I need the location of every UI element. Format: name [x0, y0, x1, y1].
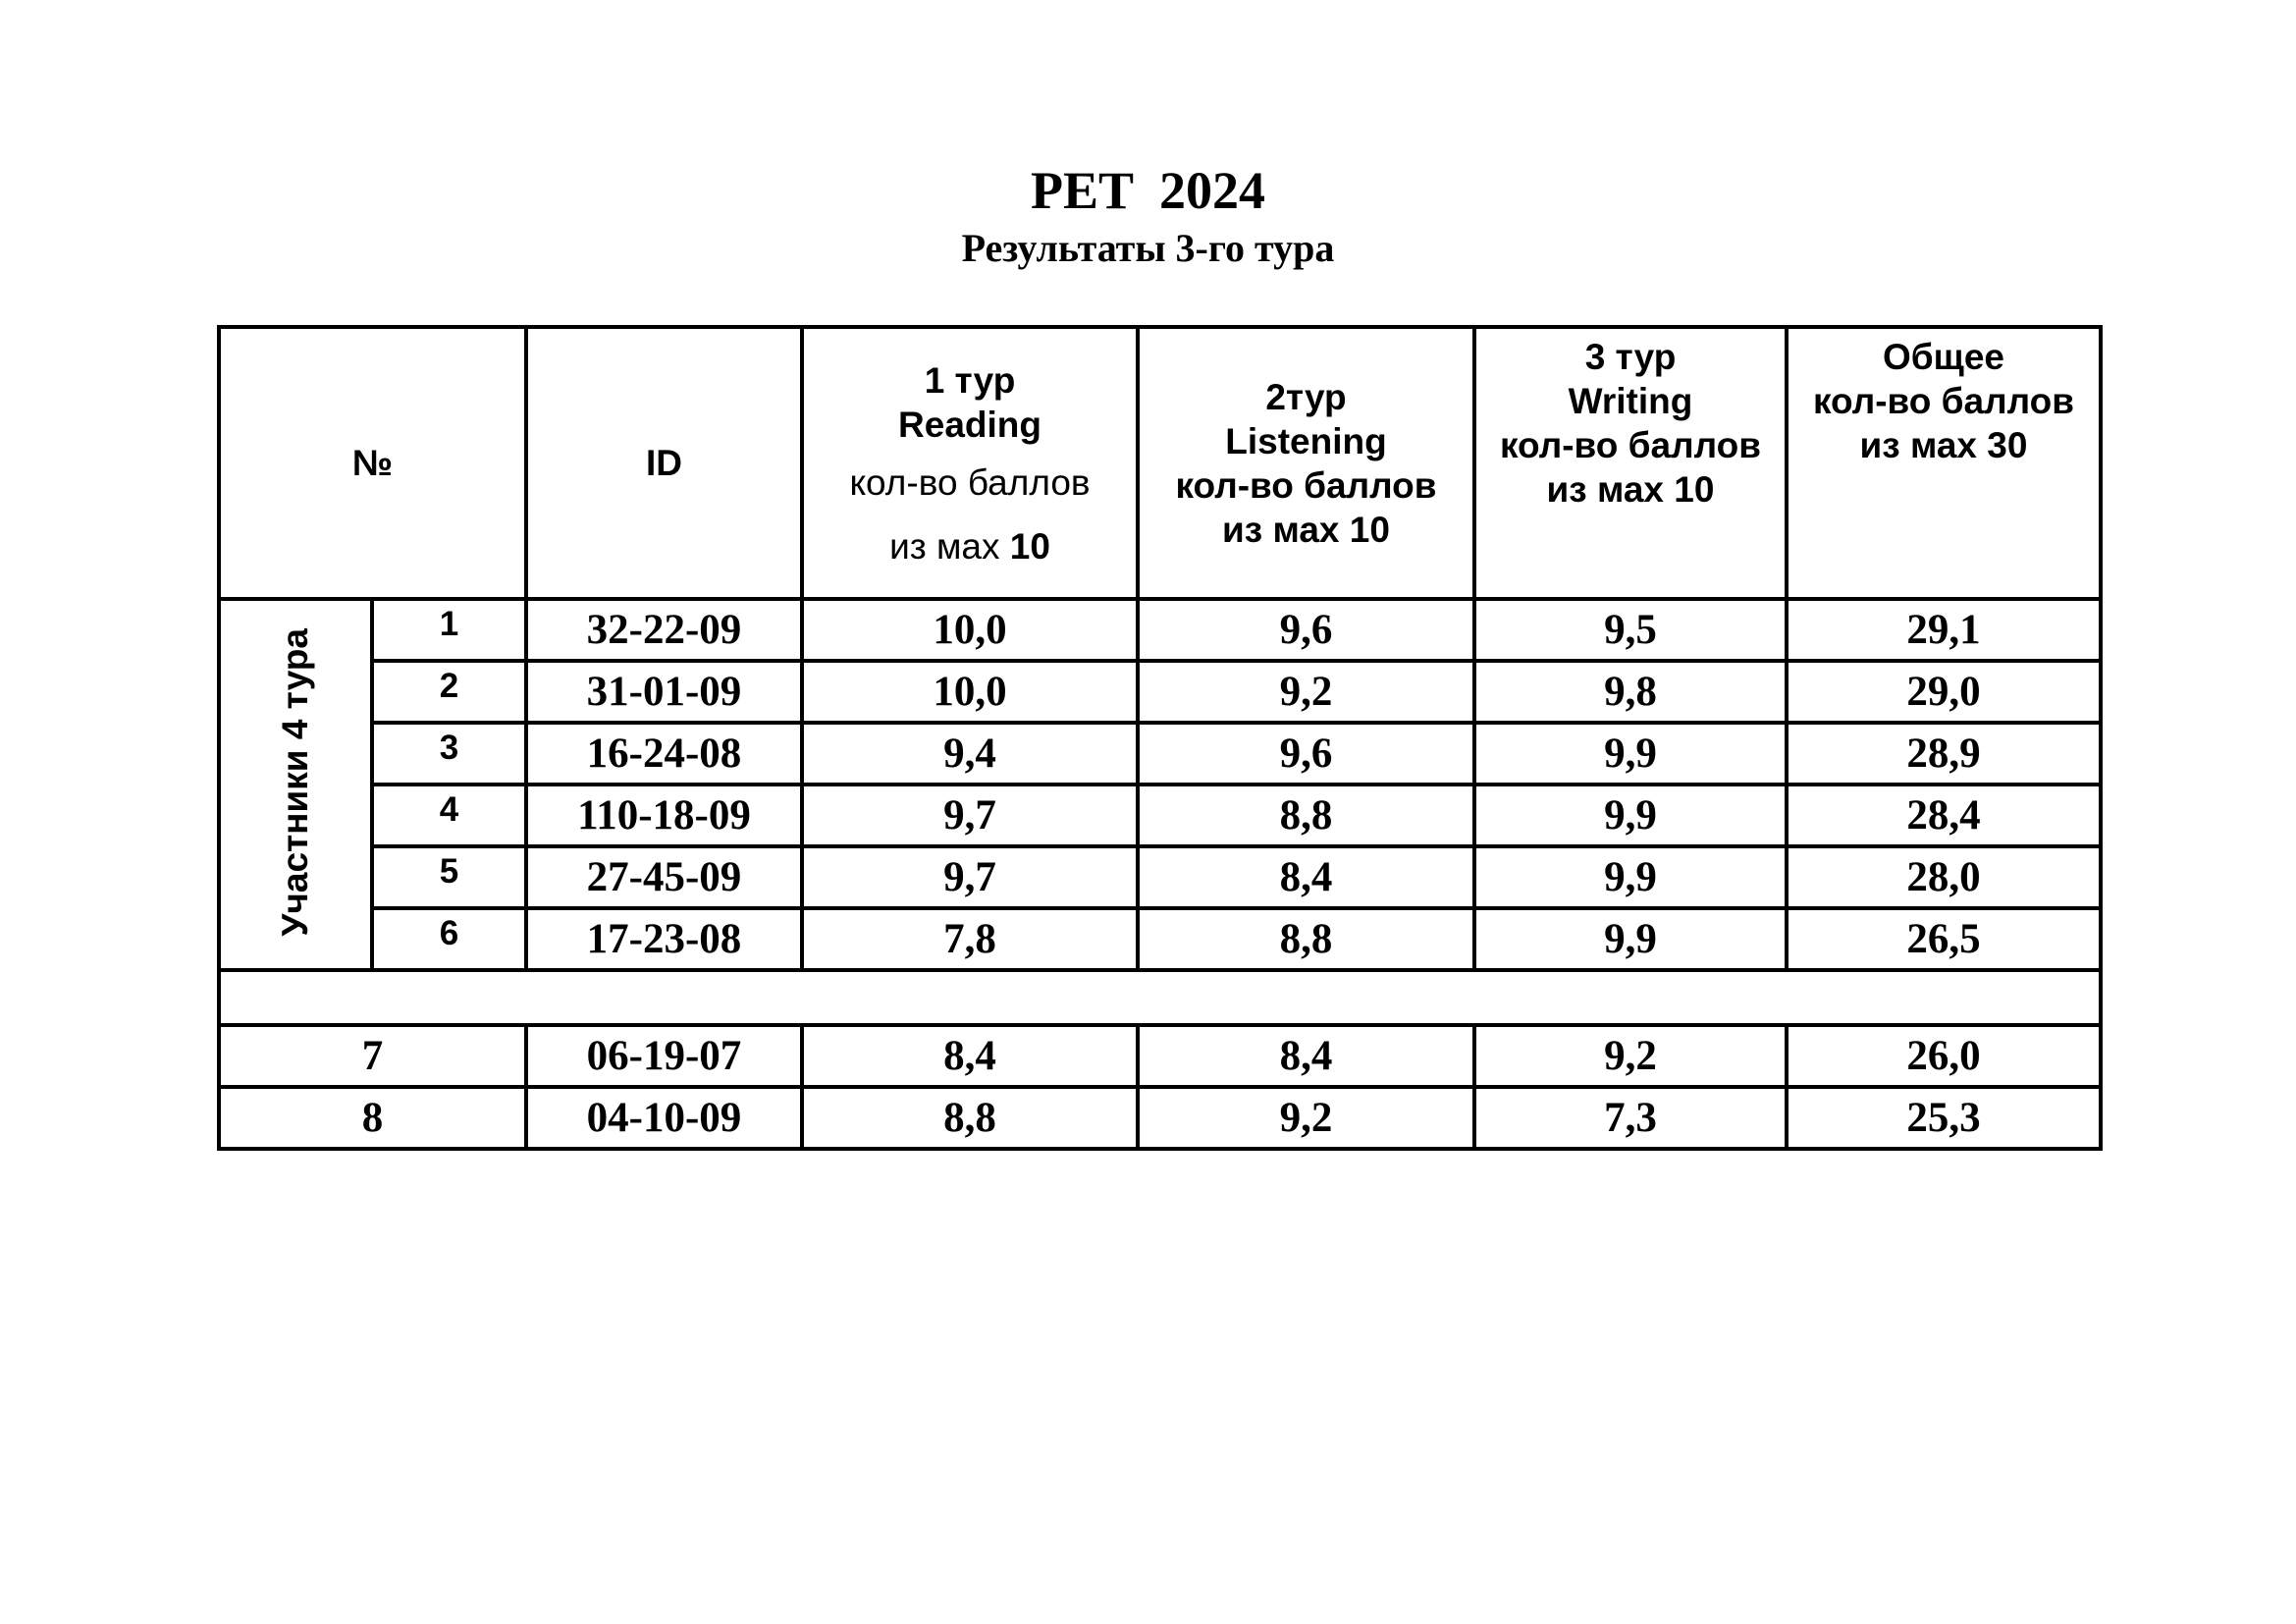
participant-id: 04-10-09 — [526, 1087, 802, 1149]
score-total: 28,0 — [1787, 846, 2101, 908]
score-tour1: 8,8 — [802, 1087, 1138, 1149]
score-total: 25,3 — [1787, 1087, 2101, 1149]
header-tour2-line1: 2тур — [1265, 376, 1347, 417]
score-tour2: 9,6 — [1138, 599, 1474, 661]
participant-id: 16-24-08 — [526, 723, 802, 785]
score-tour2: 8,4 — [1138, 1025, 1474, 1087]
score-tour3: 9,9 — [1474, 723, 1787, 785]
header-num — [219, 327, 526, 599]
header-tour2-line2: Listening — [1225, 420, 1387, 461]
header-total-line1: Общее — [1882, 337, 2004, 377]
row-number: 5 — [372, 846, 526, 908]
participant-id: 27-45-09 — [526, 846, 802, 908]
score-tour1: 10,0 — [802, 599, 1138, 661]
header-total-line3: из мах 30 — [1859, 425, 2028, 465]
row-number: 2 — [372, 661, 526, 723]
header-id — [526, 327, 802, 599]
header-tour3-line1: 3 тур — [1584, 337, 1677, 377]
separator-cell — [219, 970, 2101, 1025]
row-number: 1 — [372, 599, 526, 661]
header-tour3-line4: из мах 10 — [1546, 469, 1715, 510]
participant-id: 06-19-07 — [526, 1025, 802, 1087]
row-number: 3 — [372, 723, 526, 785]
score-total: 29,1 — [1787, 599, 2101, 661]
score-tour3: 9,9 — [1474, 846, 1787, 908]
participant-id: 17-23-08 — [526, 908, 802, 970]
header-tour1-line2: Reading — [898, 404, 1041, 445]
score-tour3: 9,8 — [1474, 661, 1787, 723]
row-number: 8 — [219, 1087, 526, 1149]
document-title: PET 2024 — [1030, 161, 1266, 220]
score-total: 28,4 — [1787, 785, 2101, 846]
table-row — [219, 785, 2101, 846]
header-tour2-line4: из мах 10 — [1222, 509, 1390, 550]
header-tour2 — [1138, 327, 1474, 599]
score-tour2: 8,8 — [1138, 908, 1474, 970]
table-row — [219, 723, 2101, 785]
header-total-line2: кол-во баллов — [1813, 381, 2074, 421]
score-tour1: 9,4 — [802, 723, 1138, 785]
score-total: 29,0 — [1787, 661, 2101, 723]
score-tour1: 9,7 — [802, 846, 1138, 908]
score-tour2: 8,4 — [1138, 846, 1474, 908]
table-row — [219, 908, 2101, 970]
header-tour3 — [1474, 327, 1787, 599]
header-tour1-line3: кол-во баллов — [849, 461, 1091, 503]
header-tour1-line4-prefix: из мах — [889, 525, 1010, 567]
table-row — [219, 1087, 2101, 1149]
header-total — [1787, 327, 2101, 599]
separator-row — [219, 970, 2101, 1025]
row-number: 6 — [372, 908, 526, 970]
score-total: 26,5 — [1787, 908, 2101, 970]
header-tour1-line4-num: 10 — [1009, 525, 1050, 567]
header-tour1-line1: 1 тур — [924, 359, 1016, 401]
header-id-label: ID — [646, 443, 682, 483]
score-tour2: 9,6 — [1138, 723, 1474, 785]
header-tour2-line3: кол-во баллов — [1175, 464, 1437, 506]
score-tour1: 9,7 — [802, 785, 1138, 846]
score-tour1: 7,8 — [802, 908, 1138, 970]
header-num-label: № — [351, 443, 394, 483]
table-row — [219, 846, 2101, 908]
table-row — [219, 1025, 2101, 1087]
score-tour3: 9,5 — [1474, 599, 1787, 661]
header-tour3-line3: кол-во баллов — [1500, 425, 1761, 465]
group-label: Участники 4 тура — [275, 627, 315, 937]
results-table — [217, 325, 2103, 1151]
score-total: 26,0 — [1787, 1025, 2101, 1087]
table-row — [219, 661, 2101, 723]
score-total: 28,9 — [1787, 723, 2101, 785]
table-row — [219, 599, 2101, 661]
score-tour3: 9,2 — [1474, 1025, 1787, 1087]
document-subtitle: Результаты 3-го тура — [961, 226, 1335, 270]
score-tour2: 9,2 — [1138, 1087, 1474, 1149]
header-tour3-line2: Writing — [1568, 381, 1693, 421]
score-tour3: 9,9 — [1474, 908, 1787, 970]
score-tour2: 9,2 — [1138, 661, 1474, 723]
header-tour1-line4 — [804, 524, 1136, 568]
score-tour2: 8,8 — [1138, 785, 1474, 846]
header-row — [219, 327, 2101, 599]
participant-id: 32-22-09 — [526, 599, 802, 661]
score-tour1: 10,0 — [802, 661, 1138, 723]
group-label-cell — [219, 599, 372, 970]
row-number: 7 — [219, 1025, 526, 1087]
participant-id: 31-01-09 — [526, 661, 802, 723]
score-tour1: 8,4 — [802, 1025, 1138, 1087]
score-tour3: 7,3 — [1474, 1087, 1787, 1149]
row-number: 4 — [372, 785, 526, 846]
participant-id: 110-18-09 — [526, 785, 802, 846]
header-tour1 — [802, 327, 1138, 599]
score-tour3: 9,9 — [1474, 785, 1787, 846]
